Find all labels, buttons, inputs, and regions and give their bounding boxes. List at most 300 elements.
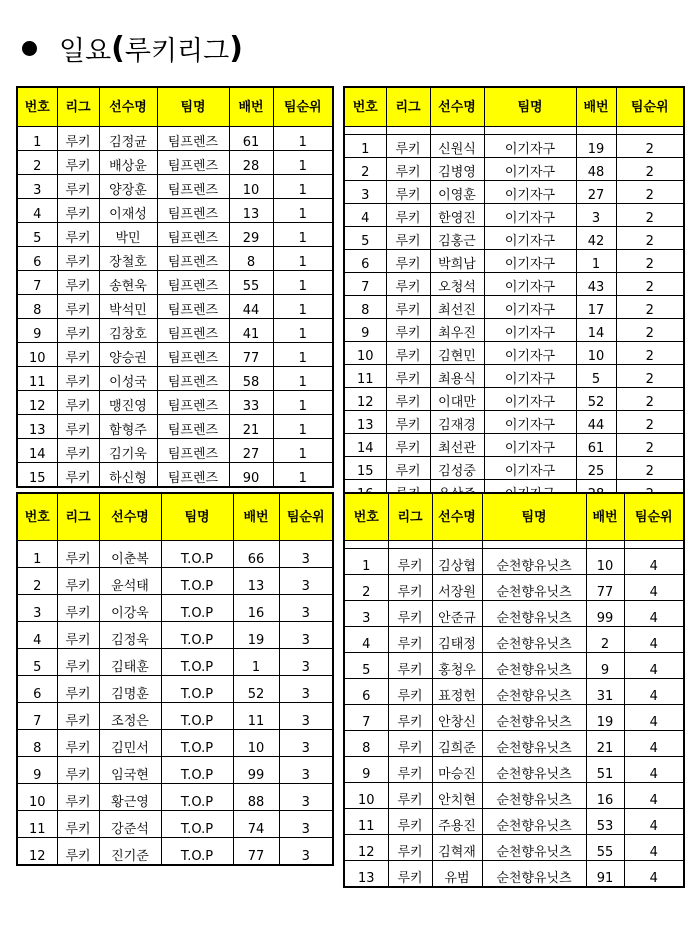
rank-cell: 3	[279, 541, 333, 568]
team-cell: 팀프렌즈	[157, 463, 229, 488]
rank-cell: 3	[279, 649, 333, 676]
jersey-cell: 29	[229, 223, 273, 247]
jersey-cell: 10	[586, 549, 624, 575]
team-cell: 팀프렌즈	[157, 343, 229, 367]
number-cell: 12	[344, 835, 388, 861]
number-cell: 8	[344, 731, 388, 757]
jersey-cell: 43	[576, 273, 616, 296]
number-cell: 3	[17, 595, 57, 622]
rank-cell: 2	[616, 411, 684, 434]
league-cell: 루키	[388, 627, 432, 653]
jersey-cell: 19	[576, 135, 616, 158]
league-cell: 루키	[57, 247, 99, 271]
number-cell: 7	[17, 703, 57, 730]
rank-cell: 2	[616, 273, 684, 296]
team-cell: 순천향유닛츠	[482, 757, 586, 783]
table-row	[17, 319, 333, 343]
rank-cell: 2	[616, 434, 684, 457]
league-cell: 루키	[57, 568, 99, 595]
rank-cell: 2	[616, 296, 684, 319]
number-cell: 15	[17, 463, 57, 488]
team-cell: 이기자구	[484, 204, 576, 227]
jersey-cell: 77	[229, 343, 273, 367]
number-cell: 14	[17, 439, 57, 463]
number-cell: 11	[17, 367, 57, 391]
team-cell: T.O.P	[161, 676, 233, 703]
player-cell: 신원식	[430, 135, 484, 158]
table-row	[344, 861, 684, 888]
league-cell: 루키	[386, 319, 430, 342]
number-cell: 15	[344, 457, 386, 480]
number-cell: 10	[17, 784, 57, 811]
player-cell: 함형주	[99, 415, 157, 439]
team-cell: 이기자구	[484, 457, 576, 480]
jersey-cell: 16	[586, 783, 624, 809]
header-rank: 팀순위	[616, 87, 684, 127]
header-jersey: 배번	[576, 87, 616, 127]
league-cell: 루키	[388, 549, 432, 575]
league-cell: 루키	[57, 319, 99, 343]
number-cell: 8	[344, 296, 386, 319]
league-cell: 루키	[388, 835, 432, 861]
table-row	[344, 809, 684, 835]
number-cell: 7	[17, 271, 57, 295]
number-cell: 8	[17, 295, 57, 319]
league-cell: 루키	[388, 731, 432, 757]
number-cell: 10	[344, 342, 386, 365]
player-cell: 김현민	[430, 342, 484, 365]
league-cell: 루키	[386, 388, 430, 411]
jersey-cell: 58	[229, 367, 273, 391]
table-row	[17, 676, 333, 703]
team-cell: 팀프렌즈	[157, 439, 229, 463]
league-cell: 루키	[57, 463, 99, 488]
league-cell: 루키	[57, 838, 99, 866]
spacer-cell	[482, 541, 586, 549]
player-cell: 배상윤	[99, 151, 157, 175]
number-cell: 12	[17, 838, 57, 866]
header-player: 선수명	[432, 493, 482, 541]
number-cell: 9	[344, 319, 386, 342]
rank-cell: 2	[616, 342, 684, 365]
roster-table-1	[16, 86, 334, 488]
jersey-cell: 42	[576, 227, 616, 250]
spacer-cell	[624, 541, 684, 549]
player-cell: 박희남	[430, 250, 484, 273]
jersey-cell: 55	[229, 271, 273, 295]
league-cell: 루키	[388, 809, 432, 835]
league-cell: 루키	[386, 342, 430, 365]
player-cell: 김재경	[430, 411, 484, 434]
header-jersey: 배번	[233, 493, 279, 541]
team-cell: T.O.P	[161, 784, 233, 811]
rank-cell: 1	[273, 367, 333, 391]
player-cell: 김정균	[99, 127, 157, 151]
table-row	[17, 175, 333, 199]
jersey-cell: 5	[576, 365, 616, 388]
table-row	[17, 568, 333, 595]
spacer-cell	[576, 127, 616, 135]
rank-cell: 1	[273, 463, 333, 488]
table-row	[17, 223, 333, 247]
jersey-cell: 48	[576, 158, 616, 181]
rank-cell: 4	[624, 835, 684, 861]
team-cell: 이기자구	[484, 365, 576, 388]
player-cell: 송현욱	[99, 271, 157, 295]
team-cell: T.O.P	[161, 703, 233, 730]
player-cell: 이대만	[430, 388, 484, 411]
table-row	[17, 343, 333, 367]
number-cell: 5	[17, 649, 57, 676]
player-cell: 김상협	[432, 549, 482, 575]
player-cell: 한영진	[430, 204, 484, 227]
number-cell: 11	[344, 809, 388, 835]
player-cell: 임국현	[99, 757, 161, 784]
number-cell: 6	[17, 247, 57, 271]
player-cell: 맹진영	[99, 391, 157, 415]
table-row	[17, 415, 333, 439]
bullet-icon	[22, 41, 37, 56]
jersey-cell: 11	[233, 703, 279, 730]
team-cell: 이기자구	[484, 434, 576, 457]
jersey-cell: 10	[233, 730, 279, 757]
rank-cell: 3	[279, 703, 333, 730]
jersey-cell: 52	[576, 388, 616, 411]
number-cell: 5	[17, 223, 57, 247]
league-cell: 루키	[388, 601, 432, 627]
table-row	[344, 835, 684, 861]
page-title	[22, 28, 243, 68]
rank-cell: 2	[616, 250, 684, 273]
player-cell: 조정은	[99, 703, 161, 730]
player-cell: 황근영	[99, 784, 161, 811]
league-cell: 루키	[386, 457, 430, 480]
table-row	[17, 811, 333, 838]
team-cell: 이기자구	[484, 388, 576, 411]
table-row	[344, 411, 684, 434]
jersey-cell: 19	[586, 705, 624, 731]
number-cell: 3	[344, 181, 386, 204]
player-cell: 최선진	[430, 296, 484, 319]
league-cell: 루키	[388, 861, 432, 888]
jersey-cell: 1	[233, 649, 279, 676]
number-cell: 1	[344, 549, 388, 575]
player-cell: 김병영	[430, 158, 484, 181]
table-row	[344, 757, 684, 783]
player-cell: 양승권	[99, 343, 157, 367]
jersey-cell: 61	[576, 434, 616, 457]
jersey-cell: 27	[576, 181, 616, 204]
header-row	[344, 87, 684, 127]
jersey-cell: 44	[229, 295, 273, 319]
table-row	[344, 181, 684, 204]
number-cell: 8	[17, 730, 57, 757]
jersey-cell: 74	[233, 811, 279, 838]
team-cell: 이기자구	[484, 296, 576, 319]
jersey-cell: 17	[576, 296, 616, 319]
rank-cell: 2	[616, 158, 684, 181]
player-cell: 이성국	[99, 367, 157, 391]
rank-cell: 4	[624, 627, 684, 653]
rank-cell: 3	[279, 595, 333, 622]
league-cell: 루키	[57, 622, 99, 649]
team-cell: 이기자구	[484, 250, 576, 273]
team-cell: 이기자구	[484, 227, 576, 250]
rank-cell: 4	[624, 601, 684, 627]
team-cell: 팀프렌즈	[157, 199, 229, 223]
table-row	[344, 342, 684, 365]
team-cell: 팀프렌즈	[157, 391, 229, 415]
team-cell: 순천향유닛츠	[482, 861, 586, 888]
league-cell: 루키	[57, 676, 99, 703]
number-cell: 9	[17, 757, 57, 784]
number-cell: 4	[17, 199, 57, 223]
spacer-cell	[484, 127, 576, 135]
table-row	[344, 627, 684, 653]
player-cell: 김명훈	[99, 676, 161, 703]
spacer-cell	[430, 127, 484, 135]
league-cell: 루키	[57, 757, 99, 784]
number-cell: 5	[344, 653, 388, 679]
player-cell: 윤석태	[99, 568, 161, 595]
player-cell: 최용식	[430, 365, 484, 388]
rank-cell: 3	[279, 838, 333, 866]
rank-cell: 3	[279, 622, 333, 649]
jersey-cell: 91	[586, 861, 624, 888]
spacer-cell	[616, 127, 684, 135]
table-row	[344, 549, 684, 575]
player-cell: 안준규	[432, 601, 482, 627]
table-row	[344, 783, 684, 809]
player-cell: 최선관	[430, 434, 484, 457]
number-cell: 10	[17, 343, 57, 367]
team-cell: 팀프렌즈	[157, 175, 229, 199]
team-cell: 이기자구	[484, 273, 576, 296]
table-row	[344, 204, 684, 227]
header-row	[17, 87, 333, 127]
header-rank: 팀순위	[624, 493, 684, 541]
team-cell: 이기자구	[484, 411, 576, 434]
player-cell: 양장훈	[99, 175, 157, 199]
league-cell: 루키	[388, 679, 432, 705]
rank-cell: 1	[273, 415, 333, 439]
league-cell: 루키	[386, 250, 430, 273]
player-cell: 김태훈	[99, 649, 161, 676]
number-cell: 9	[344, 757, 388, 783]
table-row	[344, 135, 684, 158]
number-cell: 6	[344, 679, 388, 705]
jersey-cell: 55	[586, 835, 624, 861]
league-cell: 루키	[57, 811, 99, 838]
number-cell: 3	[17, 175, 57, 199]
league-cell: 루키	[386, 434, 430, 457]
team-cell: 순천향유닛츠	[482, 653, 586, 679]
team-cell: 팀프렌즈	[157, 367, 229, 391]
header-team: 팀명	[484, 87, 576, 127]
number-cell: 7	[344, 273, 386, 296]
jersey-cell: 52	[233, 676, 279, 703]
table-row	[344, 653, 684, 679]
jersey-cell: 99	[233, 757, 279, 784]
table-row	[17, 391, 333, 415]
league-cell: 루키	[386, 296, 430, 319]
rank-cell: 2	[616, 181, 684, 204]
league-cell: 루키	[386, 227, 430, 250]
jersey-cell: 8	[229, 247, 273, 271]
table-row	[17, 730, 333, 757]
table-row	[17, 271, 333, 295]
rank-cell: 4	[624, 809, 684, 835]
header-jersey: 배번	[229, 87, 273, 127]
rank-cell: 4	[624, 549, 684, 575]
number-cell: 13	[344, 861, 388, 888]
jersey-cell: 31	[586, 679, 624, 705]
league-cell: 루키	[57, 415, 99, 439]
header-rank: 팀순위	[279, 493, 333, 541]
player-cell: 홍청우	[432, 653, 482, 679]
jersey-cell: 88	[233, 784, 279, 811]
player-cell: 최우진	[430, 319, 484, 342]
table-row	[344, 705, 684, 731]
roster-table-3	[16, 492, 334, 866]
rank-cell: 2	[616, 204, 684, 227]
table-row	[17, 703, 333, 730]
league-cell: 루키	[386, 365, 430, 388]
number-cell: 7	[344, 705, 388, 731]
jersey-cell: 21	[586, 731, 624, 757]
jersey-cell: 90	[229, 463, 273, 488]
jersey-cell: 13	[233, 568, 279, 595]
table-row	[17, 595, 333, 622]
team-cell: 이기자구	[484, 319, 576, 342]
player-cell: 표정헌	[432, 679, 482, 705]
team-cell: T.O.P	[161, 811, 233, 838]
table-row	[344, 227, 684, 250]
league-cell: 루키	[388, 653, 432, 679]
team-cell: T.O.P	[161, 622, 233, 649]
spacer-cell	[344, 127, 386, 135]
header-jersey: 배번	[586, 493, 624, 541]
header-league: 리그	[388, 493, 432, 541]
jersey-cell: 99	[586, 601, 624, 627]
league-cell: 루키	[57, 343, 99, 367]
table-row	[17, 541, 333, 568]
jersey-cell: 44	[576, 411, 616, 434]
title-day: 일요	[59, 35, 112, 67]
number-cell: 9	[17, 319, 57, 343]
rank-cell: 1	[273, 295, 333, 319]
player-cell: 유범	[432, 861, 482, 888]
spacer-cell	[432, 541, 482, 549]
number-cell: 11	[17, 811, 57, 838]
number-cell: 13	[344, 411, 386, 434]
player-cell: 박석민	[99, 295, 157, 319]
player-cell: 김희준	[432, 731, 482, 757]
rank-cell: 1	[273, 247, 333, 271]
rank-cell: 1	[273, 175, 333, 199]
jersey-cell: 14	[576, 319, 616, 342]
league-cell: 루키	[57, 730, 99, 757]
rank-cell: 1	[273, 343, 333, 367]
spacer-row	[344, 127, 684, 135]
team-cell: 순천향유닛츠	[482, 679, 586, 705]
league-cell: 루키	[57, 541, 99, 568]
rank-cell: 2	[616, 319, 684, 342]
league-cell: 루키	[57, 649, 99, 676]
header-league: 리그	[57, 87, 99, 127]
header-row	[17, 493, 333, 541]
table-row	[17, 838, 333, 866]
team-cell: 이기자구	[484, 181, 576, 204]
player-cell: 진기준	[99, 838, 161, 866]
league-cell: 루키	[57, 391, 99, 415]
rank-cell: 3	[279, 676, 333, 703]
rank-cell: 3	[279, 757, 333, 784]
team-cell: 이기자구	[484, 342, 576, 365]
team-cell: 순천향유닛츠	[482, 627, 586, 653]
team-cell: T.O.P	[161, 757, 233, 784]
jersey-cell: 10	[576, 342, 616, 365]
table-row	[344, 158, 684, 181]
number-cell: 5	[344, 227, 386, 250]
league-cell: 루키	[57, 199, 99, 223]
number-cell: 4	[344, 627, 388, 653]
jersey-cell: 2	[586, 627, 624, 653]
jersey-cell: 16	[233, 595, 279, 622]
league-cell: 루키	[57, 223, 99, 247]
jersey-cell: 61	[229, 127, 273, 151]
jersey-cell: 1	[576, 250, 616, 273]
header-number: 번호	[344, 87, 386, 127]
header-number: 번호	[344, 493, 388, 541]
team-cell: 순천향유닛츠	[482, 731, 586, 757]
team-cell: 팀프렌즈	[157, 415, 229, 439]
player-cell: 안치현	[432, 783, 482, 809]
table-row	[17, 295, 333, 319]
jersey-cell: 25	[576, 457, 616, 480]
league-cell: 루키	[57, 439, 99, 463]
player-cell: 김태정	[432, 627, 482, 653]
rank-cell: 2	[616, 457, 684, 480]
table-row	[344, 457, 684, 480]
jersey-cell: 33	[229, 391, 273, 415]
number-cell: 4	[17, 622, 57, 649]
player-cell: 김혁재	[432, 835, 482, 861]
rank-cell: 3	[279, 784, 333, 811]
table-row	[344, 388, 684, 411]
header-number: 번호	[17, 493, 57, 541]
table-row	[344, 731, 684, 757]
player-cell: 서장원	[432, 575, 482, 601]
league-cell: 루키	[57, 367, 99, 391]
header-player: 선수명	[99, 87, 157, 127]
spacer-cell	[586, 541, 624, 549]
rank-cell: 1	[273, 127, 333, 151]
jersey-cell: 27	[229, 439, 273, 463]
rank-cell: 4	[624, 757, 684, 783]
rank-cell: 1	[273, 271, 333, 295]
player-cell: 주용진	[432, 809, 482, 835]
header-number: 번호	[17, 87, 57, 127]
team-cell: 팀프렌즈	[157, 151, 229, 175]
player-cell: 김정욱	[99, 622, 161, 649]
league-cell: 루키	[57, 127, 99, 151]
table-row	[17, 463, 333, 488]
team-cell: T.O.P	[161, 730, 233, 757]
header-team: 팀명	[482, 493, 586, 541]
roster-table-4	[343, 492, 685, 888]
title-close-paren: )	[229, 30, 243, 66]
